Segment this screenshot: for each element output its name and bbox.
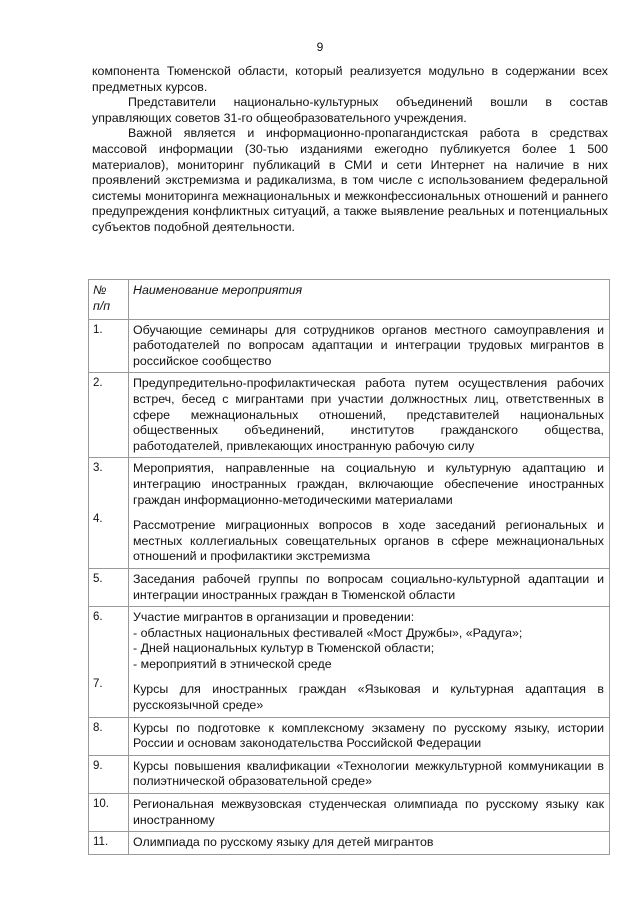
- table-row: [89, 794, 610, 832]
- row-text: Региональная межвузовская студенческая олимпиада по русскому языку как иностранному: [129, 794, 610, 832]
- row-number: 6.: [93, 611, 103, 624]
- list-item: - мероприятий в этнической среде: [133, 656, 332, 671]
- table-row: [89, 319, 610, 373]
- table-row: [89, 373, 610, 458]
- participation-list: [133, 610, 604, 672]
- row-number: 7.: [93, 677, 103, 690]
- row-texts: [129, 458, 610, 569]
- events-table: [88, 279, 610, 855]
- table-row: [89, 755, 610, 793]
- row-text: Мероприятия, направленные на социальную и культурную адаптацию и интеграцию иностранных граждан, включающие обеспечение иностранных граждан информационно-методическими материалами: [133, 461, 604, 507]
- row-number: 11.: [89, 832, 129, 855]
- row-text: Предупредительно-профилактическая работа путем осуществления рабочих встреч, бесед с мигрантами при участии должностных лиц, ответственных в сфере межнациональных отношений, представителей национальных общественных объединений, институтов гражданского общества, работодателей, привлекающих иностранную рабочую силу: [129, 373, 610, 458]
- row-number: 1.: [89, 319, 129, 373]
- row-number: 5.: [89, 568, 129, 606]
- row-texts: [129, 607, 610, 718]
- list-item: - областных национальных фестивалей «Мост Дружбы», «Радуга»;: [133, 625, 523, 640]
- row-numbers: [89, 607, 129, 718]
- table-row: [89, 832, 610, 855]
- list-item: Участие мигрантов в организации и проведении:: [133, 610, 415, 625]
- row-number: 3.: [93, 462, 103, 475]
- row-number: 10.: [89, 794, 129, 832]
- row-number: 2.: [89, 373, 129, 458]
- intro-paragraph-1: компонента Тюменской области, который реализуется модульно в содержании всех предметных курсов.: [92, 64, 608, 94]
- table-row: [89, 568, 610, 606]
- row-text: Олимпиада по русскому языку для детей мигрантов: [129, 832, 610, 855]
- row-number: 4.: [93, 512, 103, 525]
- row-numbers: [89, 458, 129, 569]
- header-number: [89, 280, 129, 320]
- table-row: [89, 717, 610, 755]
- intro-paragraph-3: Важной является и информационно-пропагандистская работа в средствах массовой информации (30-тью изданиями ежегодно публикуется более 1 500 материалов), мониторинг публикаций в СМИ и сети Интернет на наличие в них проявлений экстремизма и радикализма, в том числе с использованием федеральной системы мониторинга межнациональных и межконфессиональных отношений и раннего предупреждения конфликтных ситуаций, а также выявление реальных и потенциальных субъектов подобной деятельности.: [92, 126, 608, 234]
- table-row-merged: [89, 458, 610, 569]
- row-text: Курсы повышения квалификации «Технологии межкультурной коммуникации в полиэтнической образовательной среде»: [129, 755, 610, 793]
- header-name: Наименование мероприятия: [129, 280, 610, 320]
- header-number-text: № п/п: [93, 283, 111, 313]
- intro-paragraph-2: Представители национально-культурных объединений вошли в состав управляющих советов 31-го общеобразовательного учреждения.: [92, 95, 608, 125]
- row-text: Рассмотрение миграционных вопросов в ходе заседаний региональных и местных коллегиальных совещательных органов в сфере межнациональных отношений и профилактики экстремизма: [133, 518, 604, 564]
- intro-text: [92, 64, 608, 236]
- row-text: Обучающие семинары для сотрудников органов местного самоуправления и работодателей по вопросам адаптации и интеграции трудовых мигрантов в российское сообщество: [129, 319, 610, 373]
- row-text: Заседания рабочей группы по вопросам социально-культурной адаптации и интеграции иностранных граждан в Тюменской области: [129, 568, 610, 606]
- page-number: 9: [316, 40, 324, 54]
- table-header-row: [89, 280, 610, 320]
- row-number: 8.: [89, 717, 129, 755]
- row-text: Курсы по подготовке к комплексному экзамену по русскому языку, истории России и основам законодательства Российской Федерации: [129, 717, 610, 755]
- row-number: 9.: [89, 755, 129, 793]
- table-row-merged: [89, 607, 610, 718]
- row-text: Курсы для иностранных граждан «Языковая и культурная адаптация в русскоязычной среде»: [133, 682, 604, 713]
- list-item: - Дней национальных культур в Тюменской области;: [133, 641, 435, 656]
